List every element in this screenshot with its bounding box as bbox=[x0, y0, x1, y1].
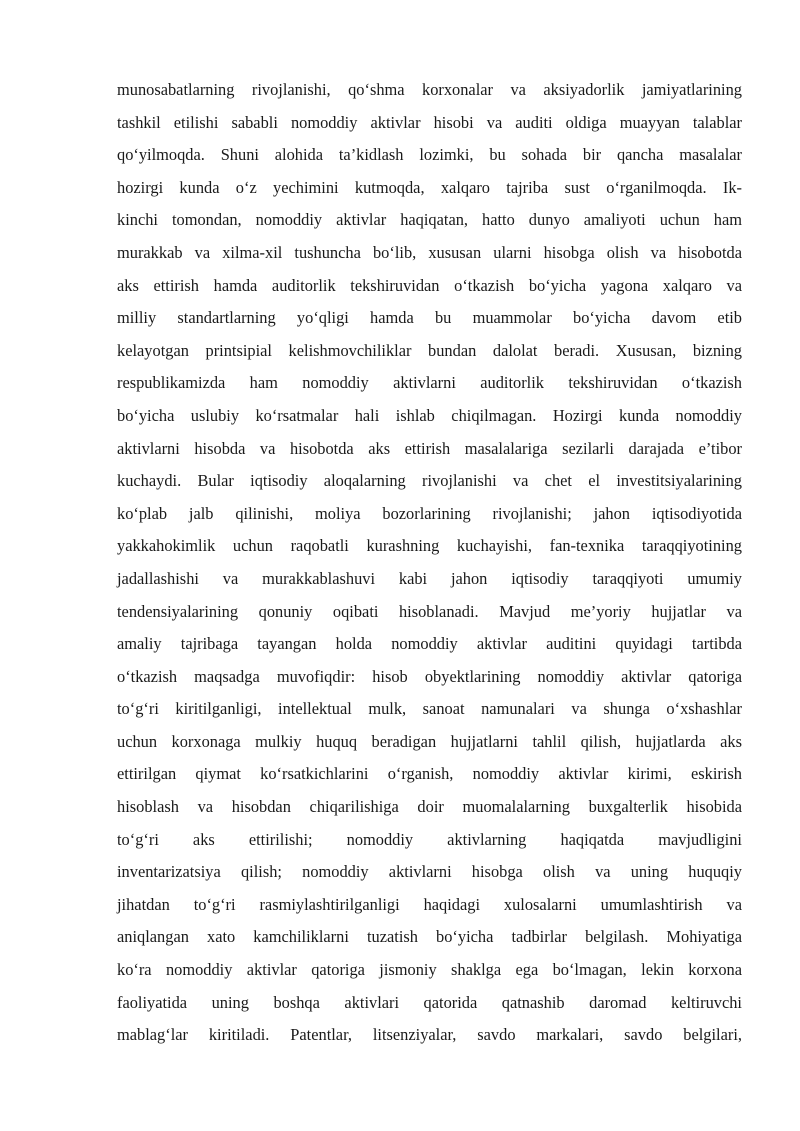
text-line: murakkab va xilma-xil tushuncha bo‘lib, xususan ularni hisobga olish va hisobotda bbox=[117, 242, 742, 262]
text-line: o‘tkazish maqsadga muvofiqdir: hisob obyektlarining nomoddiy aktivlar qatoriga bbox=[117, 666, 742, 686]
text-line: milliy standartlarning yo‘qligi hamda bu muammolar bo‘yicha davom etib bbox=[117, 308, 742, 328]
text-line: amaliy tajribaga tayangan holda nomoddiy aktivlar auditini quyidagi tartibda bbox=[117, 634, 742, 654]
text-line: to‘g‘ri kiritilganligi, intellektual mulk, sanoat namunalari va shunga o‘xshashlar bbox=[117, 699, 742, 719]
text-line: qo‘yilmoqda. Shuni alohida ta’kidlash lozimki, bu sohada bir qancha masalalar bbox=[117, 145, 742, 165]
text-line: kinchi tomondan, nomoddiy aktivlar haqiqatan, hatto dunyo amaliyoti uchun ham bbox=[117, 210, 742, 230]
text-line: ko‘plab jalb qilinishi, moliya bozorlarining rivojlanishi; jahon iqtisodiyotida bbox=[117, 503, 742, 523]
text-line: yakkahokimlik uchun raqobatli kurashning kuchayishi, fan-texnika taraqqiyotining bbox=[117, 536, 742, 556]
text-line: aniqlangan xato kamchiliklarni tuzatish bo‘yicha tadbirlar belgilash. Mohiyatiga bbox=[117, 927, 742, 947]
text-line: kuchaydi. Bular iqtisodiy aloqalarning rivojlanishi va chet el investitsiyalarining bbox=[117, 471, 742, 491]
text-line: kelayotgan printsipial kelishmovchiliklar bundan dalolat beradi. Xususan, bizning bbox=[117, 340, 742, 360]
text-line: jadallashishi va murakkablashuvi kabi jahon iqtisodiy taraqqiyoti umumiy bbox=[117, 568, 742, 588]
text-line: uchun korxonaga mulkiy huquq beradigan hujjatlarni tahlil qilish, hujjatlarda aks bbox=[117, 731, 742, 751]
text-line: tendensiyalarining qonuniy oqibati hisoblanadi. Mavjud me’yoriy hujjatlar va bbox=[117, 601, 742, 621]
text-line: ko‘ra nomoddiy aktivlar qatoriga jismoniy shaklga ega bo‘lmagan, lekin korxona bbox=[117, 960, 742, 980]
text-line: mablag‘lar kiritiladi. Patentlar, litsenziyalar, savdo markalari, savdo belgilari, bbox=[117, 1025, 742, 1045]
text-line: tashkil etilishi sababli nomoddiy aktivlar hisobi va auditi oldiga muayyan talablar bbox=[117, 112, 742, 132]
text-line: aktivlarni hisobda va hisobotda aks ettirish masalalariga sezilarli darajada e’tibor bbox=[117, 438, 742, 458]
body-text bbox=[117, 74, 742, 1052]
text-line: jihatdan to‘g‘ri rasmiylashtirilganligi haqidagi xulosalarni umumlashtirish va bbox=[117, 894, 742, 914]
text-line: bo‘yicha uslubiy ko‘rsatmalar hali ishlab chiqilmagan. Hozirgi kunda nomoddiy bbox=[117, 405, 742, 425]
text-line: aks ettirish hamda auditorlik tekshiruvidan o‘tkazish bo‘yicha yagona xalqaro va bbox=[117, 275, 742, 295]
text-line: ettirilgan qiymat ko‘rsatkichlarini o‘rganish, nomoddiy aktivlar kirimi, eskirish bbox=[117, 764, 742, 784]
text-line: to‘g‘ri aks ettirilishi; nomoddiy aktivlarning haqiqatda mavjudligini bbox=[117, 829, 742, 849]
text-line: respublikamizda ham nomoddiy aktivlarni auditorlik tekshiruvidan o‘tkazish bbox=[117, 373, 742, 393]
text-line: faoliyatida uning boshqa aktivlari qatorida qatnashib daromad keltiruvchi bbox=[117, 992, 742, 1012]
text-line: hozirgi kunda o‘z yechimini kutmoqda, xalqaro tajriba sust o‘rganilmoqda. Ik- bbox=[117, 177, 742, 197]
text-line: hisoblash va hisobdan chiqarilishiga doir muomalalarning buxgalterlik hisobida bbox=[117, 797, 742, 817]
text-line: inventarizatsiya qilish; nomoddiy aktivlarni hisobga olish va uning huquqiy bbox=[117, 862, 742, 882]
text-line: munosabatlarning rivojlanishi, qo‘shma korxonalar va aksiyadorlik jamiyatlarining bbox=[117, 80, 742, 99]
